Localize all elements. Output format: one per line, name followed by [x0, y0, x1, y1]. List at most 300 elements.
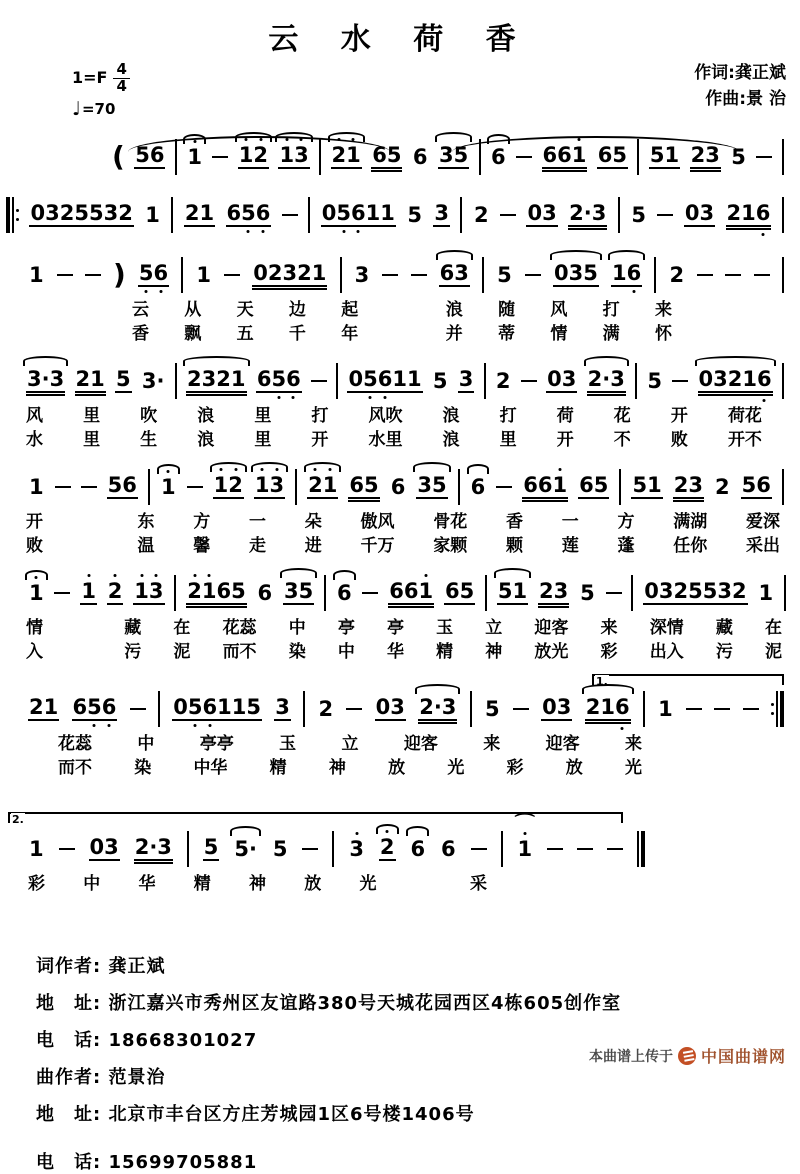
note-digit: 6 — [412, 144, 428, 169]
lyric-syllable: 开不 — [727, 430, 762, 450]
note-digit: 5 — [271, 367, 287, 391]
note-digit: 6 — [351, 201, 366, 225]
note-digit: 6 — [216, 579, 232, 603]
note-digit: 5 — [116, 367, 131, 391]
barline — [641, 831, 645, 867]
note-digit: 5 — [688, 579, 703, 603]
note-digit: 2 — [308, 473, 323, 497]
note-token — [321, 203, 396, 227]
barline — [12, 197, 14, 233]
note-digit: 3 — [561, 367, 577, 391]
duration-dash — [59, 848, 75, 850]
lyric-syllable: 华 — [386, 642, 404, 662]
lyric-syllable: 深情 — [649, 618, 684, 638]
music-system-8 — [0, 813, 655, 896]
note-digit: 2 — [216, 367, 231, 391]
note-token — [470, 474, 487, 499]
note-token — [254, 475, 285, 499]
music-system-4 — [0, 358, 800, 452]
notation-row — [0, 464, 800, 510]
lyric-syllable: 花蕊 — [58, 734, 92, 754]
lyric-syllable: 开 — [670, 406, 688, 426]
note-digit: 6 — [557, 143, 572, 167]
note-token — [439, 263, 470, 287]
duration-dash — [471, 848, 487, 850]
note-digit: 6 — [537, 473, 553, 497]
barline — [784, 575, 786, 611]
note-digit: 1 — [512, 579, 528, 603]
lyric-syllable: 华 — [138, 874, 156, 894]
lyric-syllable: 采 — [470, 874, 487, 894]
note-digit: 6 — [757, 367, 772, 391]
note-digit: 3 — [45, 201, 60, 225]
note-token — [336, 580, 353, 605]
lyric-syllable: 骨花 — [433, 512, 468, 532]
duration-dash — [697, 274, 713, 276]
note-digit: 1 — [199, 201, 215, 225]
note-digit: 1 — [658, 696, 673, 721]
note-token — [28, 262, 45, 287]
lyric-syllable: 来 — [483, 734, 501, 754]
note-digit: 5 — [632, 473, 648, 497]
lyric-syllable: 莲 — [561, 536, 579, 556]
note-digit: 5 — [135, 143, 150, 167]
lyrics-row-verse1 — [0, 616, 800, 640]
lyric-syllable: 打 — [499, 406, 517, 426]
note-digit: 0 — [30, 201, 46, 225]
note-digit: 6 — [470, 474, 486, 499]
duration-dash — [362, 592, 378, 594]
note-digit: 3 — [49, 367, 65, 391]
note-digit: 3 — [553, 579, 569, 603]
note-digit: 1 — [213, 473, 229, 497]
note-token — [172, 697, 262, 721]
note-digit: 0 — [698, 367, 714, 391]
lyric-syllable: 蒂 — [498, 324, 516, 344]
note-token — [631, 475, 662, 499]
lyric-syllable: 放 — [388, 758, 406, 778]
note-digit: 1 — [279, 143, 295, 167]
duration-dash — [346, 708, 362, 710]
lyric-syllable: 打 — [602, 300, 620, 320]
lyric-syllable: 情 — [550, 324, 568, 344]
lyric-syllable: 浪 — [197, 430, 215, 450]
lyric-syllable: 中 — [337, 642, 355, 662]
note-token — [348, 475, 379, 499]
note-token — [252, 263, 327, 287]
duration-dash — [224, 274, 240, 276]
duration-dash — [411, 274, 427, 276]
lyric-syllable — [393, 298, 410, 322]
note-token — [133, 581, 164, 605]
note-token — [440, 836, 457, 861]
note-digit: · — [149, 835, 158, 859]
lyric-syllable: 迎客 — [534, 618, 569, 638]
notation-row — [0, 358, 800, 404]
barline — [174, 575, 176, 611]
note-token — [144, 202, 161, 227]
lyric-syllable: 吹 — [140, 406, 158, 426]
note-digit: 6 — [523, 473, 538, 497]
note-digit: 0 — [321, 201, 337, 225]
note-digit: 5 — [649, 143, 665, 167]
lyric-syllable: 云 — [132, 300, 149, 320]
note-digit: 2 — [297, 261, 312, 285]
note-token — [433, 203, 450, 227]
note-digit: 5 — [593, 473, 609, 497]
lyric-syllable: 放 — [565, 758, 583, 778]
note-digit: 2 — [187, 579, 202, 603]
note-token — [538, 581, 569, 605]
note-digit: 1 — [29, 580, 44, 605]
note-digit: 5 — [731, 144, 746, 169]
notation-row — [0, 134, 800, 180]
note-digit: 2 — [727, 367, 743, 391]
lyric-syllable: 立 — [485, 618, 503, 638]
note-token — [406, 202, 423, 227]
lyric-syllable — [75, 616, 92, 640]
note-token — [195, 262, 212, 287]
note-token — [134, 837, 173, 861]
barline — [340, 257, 342, 293]
note-token — [495, 368, 512, 393]
lyric-syllable — [415, 872, 432, 896]
note-token — [28, 836, 45, 861]
lyric-syllable — [75, 640, 92, 664]
note-token — [741, 475, 772, 499]
lyric-syllable: 藏 — [715, 618, 733, 638]
note-digit: 6 — [202, 695, 218, 719]
note-digit: 3 — [349, 836, 364, 861]
note-token — [331, 145, 362, 169]
lyric-syllable: 光 — [624, 758, 642, 778]
lyric-syllable: 爱深 — [746, 512, 780, 532]
duration-dash — [657, 214, 673, 216]
note-digit: 3 — [417, 473, 432, 497]
duration-dash — [187, 486, 203, 488]
note-digit: 6 — [286, 367, 301, 391]
note-digit: 3 — [27, 367, 42, 391]
lyricist-credit: 作词:龚正斌 — [694, 63, 786, 83]
notation-row — [0, 813, 655, 872]
lyric-syllable: 放 — [304, 874, 322, 894]
lyric-syllable: 花 — [613, 406, 631, 426]
note-digit: 2 — [118, 201, 133, 225]
note-token — [730, 144, 747, 169]
lyric-syllable: 神 — [328, 758, 346, 778]
notation-row — [0, 252, 800, 298]
note-digit: 1 — [647, 473, 662, 497]
note-digit: 3 — [104, 835, 119, 859]
second-ending-label: 2. — [12, 813, 24, 826]
note-digit: 1 — [571, 143, 587, 167]
note-digit: 1 — [43, 695, 59, 719]
lyric-syllable: 来 — [654, 300, 672, 320]
note-digit: 2 — [107, 579, 123, 603]
note-digit: 6 — [122, 473, 137, 497]
lyric-syllable: 蓬 — [617, 536, 635, 556]
lyric-syllable: 任你 — [673, 536, 708, 556]
note-token — [484, 696, 501, 721]
lyric-syllable: 里 — [83, 406, 101, 426]
note-digit: ⌒ 1 — [517, 836, 533, 861]
note-digit: 2 — [419, 695, 434, 719]
note-digit: 5 — [431, 473, 447, 497]
lyric-syllable — [82, 534, 99, 558]
barline — [782, 469, 784, 505]
note-digit: 6 — [256, 367, 272, 391]
watermark-prefix: 本曲谱上传于 — [588, 1048, 673, 1065]
barline — [181, 257, 183, 293]
note-token — [587, 369, 626, 393]
note-digit: 3 — [556, 695, 572, 719]
lyric-syllable: 起 — [341, 300, 359, 320]
duration-dash — [57, 274, 73, 276]
note-digit: 2 — [690, 143, 706, 167]
barline — [175, 363, 177, 399]
note-digit: 1 — [238, 143, 254, 167]
key-signature-block — [72, 62, 130, 119]
lyric-syllable: 颗 — [506, 536, 523, 556]
lyric-syllable: 泥 — [764, 642, 782, 662]
notation-row — [0, 570, 800, 616]
note-digit: 5 — [612, 143, 628, 167]
lyric-syllable: 怀 — [654, 324, 672, 344]
note-token — [473, 202, 490, 227]
barline — [485, 575, 487, 611]
note-digit: 0 — [89, 835, 105, 859]
note-digit: 3 — [441, 695, 457, 719]
note-token — [75, 369, 106, 393]
note-token — [611, 263, 642, 287]
note-digit: 3 — [705, 143, 720, 167]
lyric-syllable: 飘 — [184, 324, 202, 344]
note-digit: 2 — [539, 579, 554, 603]
duration-dash — [743, 708, 759, 710]
lyric-syllable: 傲风 — [360, 512, 395, 532]
note-digit: 5 — [231, 579, 246, 603]
lyric-syllable: 中 — [83, 874, 101, 894]
note-digit: 1 — [758, 580, 774, 605]
note-digit: 5 — [580, 580, 595, 605]
note-token — [379, 837, 396, 861]
lyric-syllable: 开 — [556, 430, 574, 450]
note-digit: 6 — [756, 473, 771, 497]
lyric-syllable: 败 — [670, 430, 688, 450]
barline — [460, 197, 462, 233]
note-digit: 2 — [714, 474, 730, 499]
note-digit: 3 — [454, 261, 469, 285]
note-token — [432, 368, 449, 393]
note-digit: 5 — [647, 368, 662, 393]
note-digit: 1 — [217, 695, 232, 719]
note-digit: 5 — [497, 262, 512, 287]
note-token — [29, 203, 133, 227]
note-digit: 6 — [614, 695, 630, 719]
key-signature: 1=F — [72, 68, 108, 88]
note-digit: 5 — [386, 143, 402, 167]
duration-dash — [513, 708, 529, 710]
note-token — [541, 697, 572, 721]
note-token — [274, 697, 291, 721]
note-token — [28, 474, 45, 499]
note-token — [585, 697, 631, 721]
note-digit: 1 — [392, 367, 407, 391]
note-digit: 1 — [742, 367, 758, 391]
barline — [470, 691, 472, 727]
lyric-syllable: 温 — [137, 536, 155, 556]
note-digit: 1 — [346, 143, 361, 167]
lyric-syllable: 迎客 — [545, 734, 580, 754]
barline — [643, 691, 645, 727]
barline — [158, 691, 160, 727]
note-token — [646, 368, 663, 393]
lyric-syllable: 情 — [26, 618, 43, 638]
note-digit: 2 — [267, 261, 283, 285]
note-digit: 5 — [497, 579, 513, 603]
note-digit: 2 — [585, 695, 601, 719]
lyrics-row-verse2 — [0, 534, 800, 558]
note-digit: 5 — [363, 367, 378, 391]
lyric-syllable: 走 — [249, 536, 266, 556]
duration-dash — [754, 274, 770, 276]
note-digit: 2 — [379, 835, 395, 859]
lyric-syllable: 来 — [625, 734, 642, 754]
note-digit: 3 — [284, 579, 299, 603]
barline — [782, 257, 784, 293]
lyric-syllable: 香 — [132, 324, 149, 344]
note-digit: · — [602, 367, 611, 391]
note-digit: 1 — [418, 579, 434, 603]
lyric-syllable: 立 — [341, 734, 359, 754]
note-digit: 6 — [101, 695, 117, 719]
note-token — [160, 474, 177, 499]
note-digit: 0 — [547, 367, 562, 391]
duration-dash — [85, 274, 101, 276]
first-ending-bracket — [592, 674, 784, 688]
note-token — [444, 581, 475, 605]
lyric-syllable: 五 — [236, 324, 254, 344]
note-digit: 3 — [148, 579, 164, 603]
note-token — [89, 837, 120, 861]
note-digit: 1 — [231, 695, 247, 719]
lyric-syllable: 水 — [26, 430, 43, 450]
note-token — [418, 697, 457, 721]
note-digit: · — [583, 201, 592, 225]
note-digit: 2 — [134, 835, 150, 859]
composer-phone-line: 电 话: 15699705881 — [36, 1152, 258, 1173]
note-token — [348, 836, 365, 861]
note-token — [649, 145, 680, 169]
note-token — [597, 145, 628, 169]
note-digit: 1 — [29, 836, 44, 861]
note-digit: 2 — [473, 202, 489, 227]
duration-dash — [686, 708, 702, 710]
duration-dash — [607, 848, 623, 850]
lyric-syllable: 彩 — [28, 874, 45, 894]
barline — [484, 363, 486, 399]
duration-dash — [496, 486, 512, 488]
lyric-syllable: 精 — [193, 874, 211, 894]
note-digit: 6 — [441, 836, 456, 861]
repeat-dots — [16, 200, 19, 230]
note-token — [72, 697, 118, 721]
lyric-syllable: 精 — [269, 758, 287, 778]
duration-dash — [311, 380, 327, 382]
note-digit: 1 — [230, 367, 246, 391]
lyric-syllable: 迎客 — [403, 734, 438, 754]
lyric-syllable: 光 — [447, 758, 465, 778]
note-digit: 5 — [74, 201, 89, 225]
note-token — [416, 475, 447, 499]
lyric-syllable: 开 — [26, 512, 43, 532]
lyric-syllable: 污 — [124, 642, 142, 662]
duration-dash — [756, 156, 772, 158]
lyric-syllable: 香 — [506, 512, 523, 532]
credits-block — [694, 60, 786, 113]
note-digit: 3 — [610, 367, 625, 391]
note-digit: · — [433, 695, 442, 719]
lyric-syllable — [393, 322, 410, 346]
music-system-3 — [0, 252, 800, 346]
time-signature-numerator: 4 — [113, 62, 129, 79]
note-digit: 1 — [81, 579, 96, 603]
note-token — [26, 369, 65, 393]
note-token — [690, 145, 721, 169]
lyrics-row-verse2 — [0, 756, 800, 780]
lyric-syllable: 采出 — [746, 536, 780, 556]
composer-credit: 作曲:景 治 — [705, 89, 786, 110]
note-token — [490, 144, 507, 169]
composer-name-line: 曲作者: 范景治 — [36, 1067, 166, 1088]
first-ending-label: 1. — [596, 675, 608, 688]
barline — [336, 363, 338, 399]
note-digit: 1 — [145, 202, 160, 227]
note-digit: · — [41, 367, 50, 391]
music-system-1 — [0, 134, 800, 180]
note-token — [669, 262, 686, 287]
note-digit: · — [156, 368, 165, 393]
note-digit: 5 — [453, 143, 469, 167]
site-logo-icon — [678, 1047, 696, 1065]
lyric-syllable: 水里 — [368, 430, 403, 450]
note-digit: 1 — [187, 144, 202, 169]
barline — [308, 197, 310, 233]
note-digit: 2 — [75, 367, 91, 391]
duration-dash — [500, 214, 516, 216]
note-token — [412, 144, 429, 169]
lyric-syllable: 亭 — [386, 618, 404, 638]
note-digit: 3 — [458, 367, 474, 391]
lyric-syllable: 生 — [140, 430, 158, 450]
quarter-note-icon: ♩ — [72, 97, 81, 120]
note-digit: 5 — [583, 261, 598, 285]
note-digit: 3 — [390, 695, 405, 719]
note-token — [115, 369, 132, 393]
music-system-2 — [0, 192, 800, 238]
lyric-syllable: 进 — [304, 536, 322, 556]
note-digit: 3 — [282, 261, 298, 285]
lyric-syllable: 放光 — [534, 642, 569, 662]
lyrics-row-verse1 — [0, 298, 800, 322]
note-digit: 0 — [644, 579, 659, 603]
note-digit: 1 — [552, 473, 568, 497]
tempo-value: =70 — [81, 99, 116, 118]
note-digit: 0 — [542, 695, 557, 719]
note-digit: 1 — [380, 201, 395, 225]
note-digit: 3 — [157, 835, 172, 859]
note-digit: 6 — [626, 261, 642, 285]
